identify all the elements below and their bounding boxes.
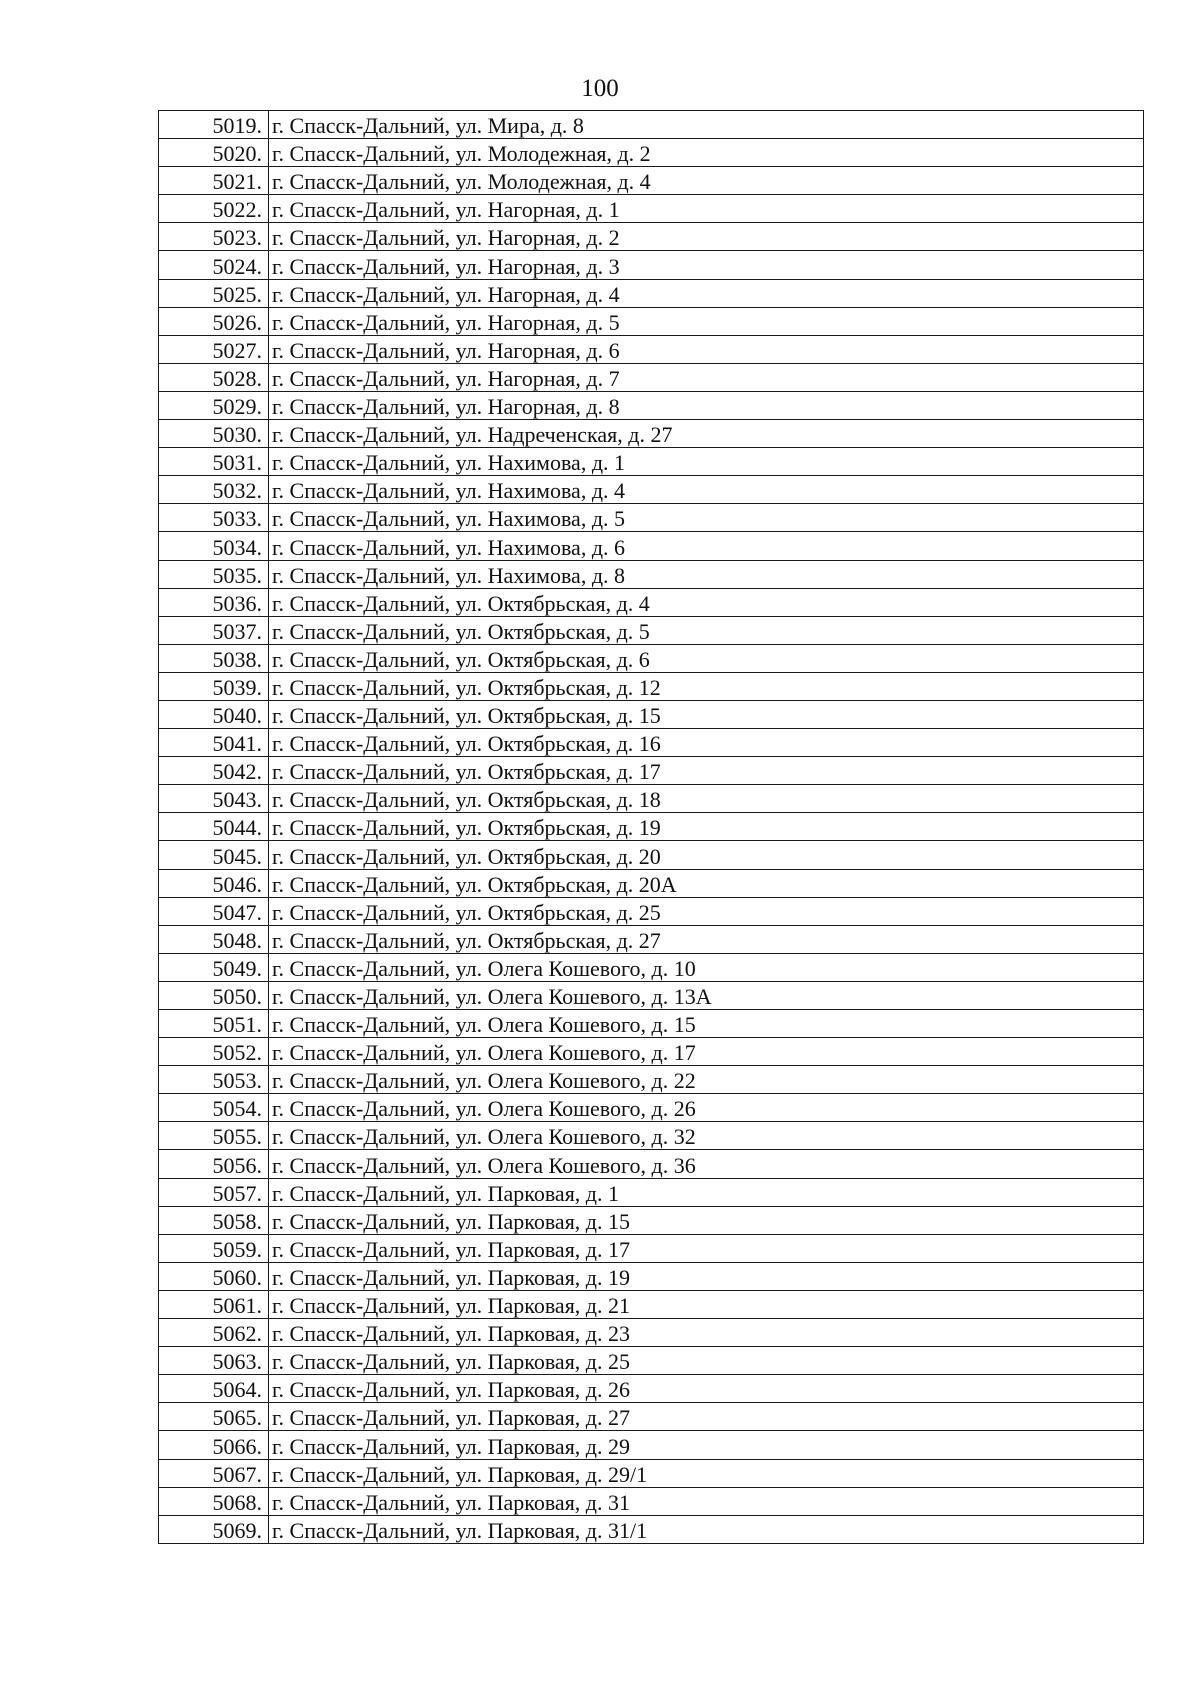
table-row [159, 813, 1144, 841]
address-cell: г. Спасск-Дальний, ул. Олега Кошевого, д. 36 [269, 1150, 1144, 1178]
row-number-cell: 5060. [159, 1262, 269, 1290]
row-number-cell: 5036. [159, 588, 269, 616]
row-number-cell: 5047. [159, 897, 269, 925]
address-cell: г. Спасск-Дальний, ул. Парковая, д. 29 [269, 1431, 1144, 1459]
table-row [159, 139, 1144, 167]
address-cell: г. Спасск-Дальний, ул. Нахимова, д. 1 [269, 448, 1144, 476]
table-row [159, 420, 1144, 448]
table-row [159, 532, 1144, 560]
table-row [159, 897, 1144, 925]
address-cell: г. Спасск-Дальний, ул. Октябрьская, д. 20А [269, 869, 1144, 897]
row-number-cell: 5024. [159, 251, 269, 279]
address-cell: г. Спасск-Дальний, ул. Октябрьская, д. 27 [269, 925, 1144, 953]
address-cell: г. Спасск-Дальний, ул. Нагорная, д. 3 [269, 251, 1144, 279]
address-cell: г. Спасск-Дальний, ул. Парковая, д. 29/1 [269, 1459, 1144, 1487]
row-number-cell: 5067. [159, 1459, 269, 1487]
table-row [159, 1038, 1144, 1066]
address-cell: г. Спасск-Дальний, ул. Нагорная, д. 1 [269, 195, 1144, 223]
row-number-cell: 5034. [159, 532, 269, 560]
row-number-cell: 5029. [159, 391, 269, 419]
table-row [159, 1515, 1144, 1543]
row-number-cell: 5022. [159, 195, 269, 223]
address-cell: г. Спасск-Дальний, ул. Парковая, д. 31 [269, 1487, 1144, 1515]
table-row [159, 588, 1144, 616]
address-cell: г. Спасск-Дальний, ул. Парковая, д. 26 [269, 1375, 1144, 1403]
address-cell: г. Спасск-Дальний, ул. Октябрьская, д. 25 [269, 897, 1144, 925]
address-cell: г. Спасск-Дальний, ул. Нагорная, д. 5 [269, 307, 1144, 335]
row-number-cell: 5041. [159, 729, 269, 757]
table-row [159, 1206, 1144, 1234]
address-cell: г. Спасск-Дальний, ул. Олега Кошевого, д. 17 [269, 1038, 1144, 1066]
table-row [159, 363, 1144, 391]
address-cell: г. Спасск-Дальний, ул. Октябрьская, д. 18 [269, 785, 1144, 813]
table-row [159, 1403, 1144, 1431]
table-row [159, 1431, 1144, 1459]
address-cell: г. Спасск-Дальний, ул. Парковая, д. 23 [269, 1319, 1144, 1347]
table-row [159, 1347, 1144, 1375]
row-number-cell: 5030. [159, 420, 269, 448]
table-row [159, 251, 1144, 279]
address-cell: г. Спасск-Дальний, ул. Октябрьская, д. 4 [269, 588, 1144, 616]
address-cell: г. Спасск-Дальний, ул. Октябрьская, д. 6 [269, 644, 1144, 672]
address-cell: г. Спасск-Дальний, ул. Олега Кошевого, д. 13А [269, 981, 1144, 1009]
row-number-cell: 5045. [159, 841, 269, 869]
table-row [159, 953, 1144, 981]
row-number-cell: 5053. [159, 1066, 269, 1094]
row-number-cell: 5058. [159, 1206, 269, 1234]
row-number-cell: 5046. [159, 869, 269, 897]
row-number-cell: 5020. [159, 139, 269, 167]
table-row [159, 1375, 1144, 1403]
table-row [159, 335, 1144, 363]
row-number-cell: 5065. [159, 1403, 269, 1431]
row-number-cell: 5062. [159, 1319, 269, 1347]
row-number-cell: 5052. [159, 1038, 269, 1066]
address-cell: г. Спасск-Дальний, ул. Мира, д. 8 [269, 111, 1144, 139]
row-number-cell: 5043. [159, 785, 269, 813]
address-cell: г. Спасск-Дальний, ул. Нагорная, д. 4 [269, 279, 1144, 307]
table-row [159, 1150, 1144, 1178]
address-cell: г. Спасск-Дальний, ул. Октябрьская, д. 20 [269, 841, 1144, 869]
address-table [158, 110, 1144, 1544]
row-number-cell: 5068. [159, 1487, 269, 1515]
table-row [159, 1094, 1144, 1122]
row-number-cell: 5025. [159, 279, 269, 307]
row-number-cell: 5038. [159, 644, 269, 672]
address-cell: г. Спасск-Дальний, ул. Олега Кошевого, д. 15 [269, 1010, 1144, 1038]
address-cell: г. Спасск-Дальний, ул. Нагорная, д. 6 [269, 335, 1144, 363]
address-cell: г. Спасск-Дальний, ул. Нахимова, д. 4 [269, 476, 1144, 504]
table-row [159, 391, 1144, 419]
table-row [159, 448, 1144, 476]
table-row [159, 869, 1144, 897]
table-row [159, 223, 1144, 251]
row-number-cell: 5035. [159, 560, 269, 588]
row-number-cell: 5054. [159, 1094, 269, 1122]
address-cell: г. Спасск-Дальний, ул. Октябрьская, д. 17 [269, 757, 1144, 785]
table-row [159, 1122, 1144, 1150]
address-cell: г. Спасск-Дальний, ул. Нахимова, д. 8 [269, 560, 1144, 588]
address-cell: г. Спасск-Дальний, ул. Нахимова, д. 6 [269, 532, 1144, 560]
address-cell: г. Спасск-Дальний, ул. Молодежная, д. 4 [269, 167, 1144, 195]
row-number-cell: 5064. [159, 1375, 269, 1403]
row-number-cell: 5028. [159, 363, 269, 391]
row-number-cell: 5051. [159, 1010, 269, 1038]
row-number-cell: 5055. [159, 1122, 269, 1150]
table-row [159, 167, 1144, 195]
address-cell: г. Спасск-Дальний, ул. Парковая, д. 19 [269, 1262, 1144, 1290]
address-cell: г. Спасск-Дальний, ул. Нагорная, д. 8 [269, 391, 1144, 419]
row-number-cell: 5037. [159, 616, 269, 644]
table-row [159, 700, 1144, 728]
address-cell: г. Спасск-Дальний, ул. Октябрьская, д. 12 [269, 672, 1144, 700]
row-number-cell: 5021. [159, 167, 269, 195]
address-cell: г. Спасск-Дальний, ул. Парковая, д. 17 [269, 1234, 1144, 1262]
row-number-cell: 5039. [159, 672, 269, 700]
row-number-cell: 5049. [159, 953, 269, 981]
address-cell: г. Спасск-Дальний, ул. Октябрьская, д. 16 [269, 729, 1144, 757]
table-row [159, 925, 1144, 953]
address-cell: г. Спасск-Дальний, ул. Олега Кошевого, д. 22 [269, 1066, 1144, 1094]
address-cell: г. Спасск-Дальний, ул. Надреченская, д. 27 [269, 420, 1144, 448]
table-row [159, 1290, 1144, 1318]
row-number-cell: 5066. [159, 1431, 269, 1459]
address-cell: г. Спасск-Дальний, ул. Парковая, д. 27 [269, 1403, 1144, 1431]
row-number-cell: 5019. [159, 111, 269, 139]
table-row [159, 757, 1144, 785]
row-number-cell: 5048. [159, 925, 269, 953]
table-row [159, 644, 1144, 672]
page-number: 100 [581, 75, 619, 102]
table-row [159, 307, 1144, 335]
row-number-cell: 5033. [159, 504, 269, 532]
table-row [159, 1066, 1144, 1094]
table-row [159, 1319, 1144, 1347]
row-number-cell: 5023. [159, 223, 269, 251]
address-cell: г. Спасск-Дальний, ул. Парковая, д. 21 [269, 1290, 1144, 1318]
address-cell: г. Спасск-Дальний, ул. Нахимова, д. 5 [269, 504, 1144, 532]
address-cell: г. Спасск-Дальний, ул. Октябрьская, д. 19 [269, 813, 1144, 841]
table-row [159, 1487, 1144, 1515]
table-row [159, 504, 1144, 532]
address-cell: г. Спасск-Дальний, ул. Олега Кошевого, д. 26 [269, 1094, 1144, 1122]
row-number-cell: 5027. [159, 335, 269, 363]
address-cell: г. Спасск-Дальний, ул. Октябрьская, д. 15 [269, 700, 1144, 728]
address-cell: г. Спасск-Дальний, ул. Октябрьская, д. 5 [269, 616, 1144, 644]
row-number-cell: 5069. [159, 1515, 269, 1543]
table-row [159, 1459, 1144, 1487]
address-cell: г. Спасск-Дальний, ул. Молодежная, д. 2 [269, 139, 1144, 167]
row-number-cell: 5044. [159, 813, 269, 841]
table-row [159, 729, 1144, 757]
table-row [159, 195, 1144, 223]
table-row [159, 981, 1144, 1009]
row-number-cell: 5063. [159, 1347, 269, 1375]
row-number-cell: 5050. [159, 981, 269, 1009]
table-row [159, 279, 1144, 307]
table-row [159, 560, 1144, 588]
row-number-cell: 5061. [159, 1290, 269, 1318]
table-row [159, 785, 1144, 813]
row-number-cell: 5031. [159, 448, 269, 476]
table-row [159, 476, 1144, 504]
table-row [159, 1010, 1144, 1038]
address-cell: г. Спасск-Дальний, ул. Парковая, д. 15 [269, 1206, 1144, 1234]
table-row [159, 1178, 1144, 1206]
address-cell: г. Спасск-Дальний, ул. Нагорная, д. 7 [269, 363, 1144, 391]
row-number-cell: 5059. [159, 1234, 269, 1262]
address-cell: г. Спасск-Дальний, ул. Парковая, д. 31/1 [269, 1515, 1144, 1543]
row-number-cell: 5032. [159, 476, 269, 504]
table-row [159, 1262, 1144, 1290]
address-cell: г. Спасск-Дальний, ул. Олега Кошевого, д. 10 [269, 953, 1144, 981]
address-cell: г. Спасск-Дальний, ул. Парковая, д. 1 [269, 1178, 1144, 1206]
address-cell: г. Спасск-Дальний, ул. Парковая, д. 25 [269, 1347, 1144, 1375]
address-cell: г. Спасск-Дальний, ул. Олега Кошевого, д. 32 [269, 1122, 1144, 1150]
table-row [159, 841, 1144, 869]
address-table-body [159, 111, 1144, 1544]
table-row [159, 1234, 1144, 1262]
row-number-cell: 5026. [159, 307, 269, 335]
table-row [159, 111, 1144, 139]
row-number-cell: 5056. [159, 1150, 269, 1178]
row-number-cell: 5042. [159, 757, 269, 785]
table-row [159, 616, 1144, 644]
row-number-cell: 5057. [159, 1178, 269, 1206]
address-cell: г. Спасск-Дальний, ул. Нагорная, д. 2 [269, 223, 1144, 251]
row-number-cell: 5040. [159, 700, 269, 728]
table-row [159, 672, 1144, 700]
